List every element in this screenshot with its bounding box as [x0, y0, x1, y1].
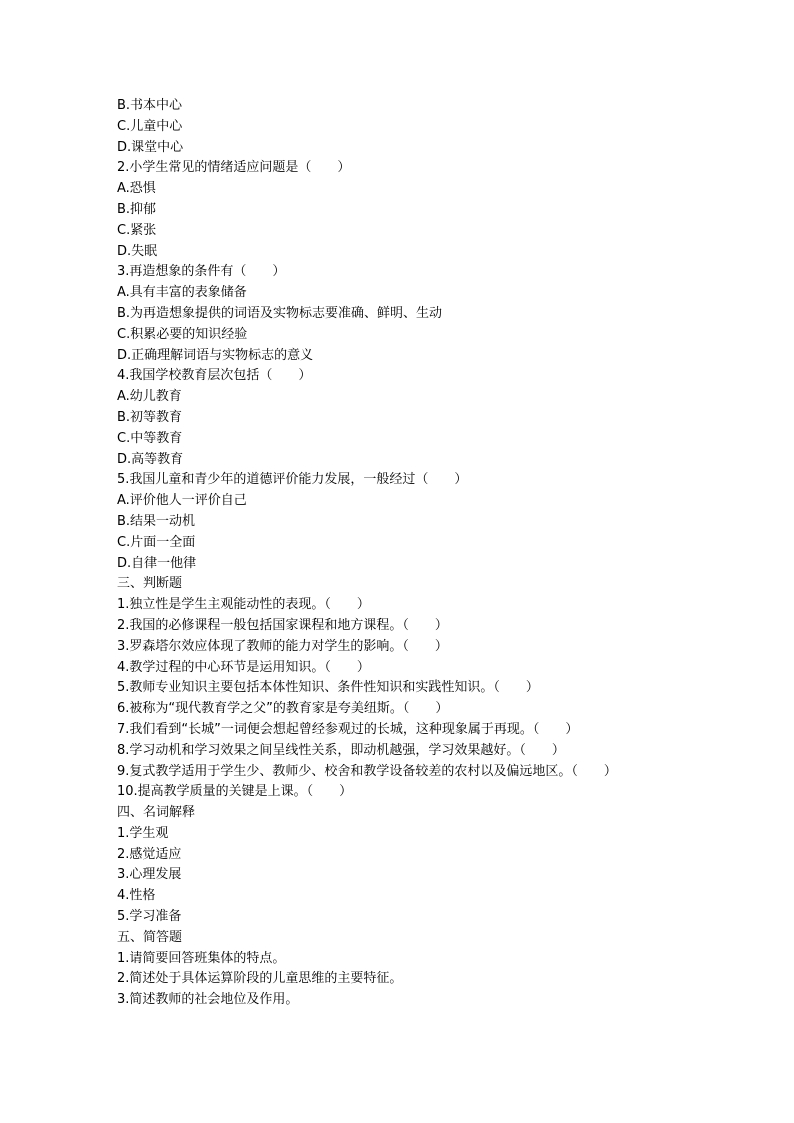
option-d: D.失眠 — [117, 243, 158, 259]
option-c: C.片面一全面 — [117, 534, 196, 550]
term-item-5: 5.学习准备 — [117, 909, 182, 925]
option-a: A.评价他人一评价自己 — [117, 493, 247, 509]
term-item-1: 1.学生观 — [117, 825, 169, 841]
section-heading-judgment: 三、判断题 — [117, 576, 183, 592]
option-c: C.儿童中心 — [117, 118, 183, 134]
option-c: C.紧张 — [117, 222, 157, 238]
option-d: D.课堂中心 — [117, 139, 184, 155]
option-d: D.自律一他律 — [117, 555, 197, 571]
option-d: D.正确理解词语与实物标志的意义 — [117, 347, 314, 363]
option-c: C.积累必要的知识经验 — [117, 326, 248, 342]
option-d: D.高等教育 — [117, 451, 184, 467]
question-3: 3.再造想象的条件有（ ） — [117, 264, 286, 280]
option-a: A.恐惧 — [117, 181, 156, 197]
question-2: 2.小学生常见的情绪适应问题是（ ） — [117, 160, 351, 176]
section-heading-short-answer: 五、简答题 — [117, 929, 183, 945]
judgment-item-5: 5.教师专业知识主要包括本体性知识、条件性知识和实践性知识。（ ） — [117, 680, 539, 696]
question-5: 5.我国儿童和青少年的道德评价能力发展，一般经过（ ） — [117, 472, 468, 488]
short-answer-item-2: 2.简述处于具体运算阶段的儿童思维的主要特征。 — [117, 971, 403, 987]
judgment-item-1: 1.独立性是学生主观能动性的表现。（ ） — [117, 597, 370, 613]
judgment-item-4: 4.教学过程的中心环节是运用知识。（ ） — [117, 659, 370, 675]
option-b: B.初等教育 — [117, 409, 183, 425]
option-c: C.中等教育 — [117, 430, 183, 446]
section-heading-terms: 四、名词解释 — [117, 805, 196, 821]
judgment-item-8: 8.学习动机和学习效果之间呈线性关系，即动机越强，学习效果越好。（ ） — [117, 742, 565, 758]
term-item-4: 4.性格 — [117, 888, 156, 904]
option-a: A.具有丰富的表象储备 — [117, 285, 247, 301]
term-item-3: 3.心理发展 — [117, 867, 182, 883]
option-a: A.幼儿教育 — [117, 389, 182, 405]
term-item-2: 2.感觉适应 — [117, 846, 182, 862]
judgment-item-10: 10.提高教学质量的关键是上课。（ ） — [117, 784, 353, 800]
short-answer-item-3: 3.简述教师的社会地位及作用。 — [117, 992, 299, 1008]
judgment-item-6: 6.被称为“现代教育学之父”的教育家是夸美纽斯。（ ） — [117, 701, 449, 717]
option-b: B.书本中心 — [117, 98, 183, 113]
option-b: B.为再造想象提供的词语及实物标志要准确、鲜明、生动 — [117, 305, 443, 321]
judgment-item-7: 7.我们看到“长城”一词便会想起曾经参观过的长城，这种现象属于再现。（ ） — [117, 721, 579, 737]
judgment-item-9: 9.复式教学适用于学生少、教师少、校舍和教学设备较差的农村以及偏远地区。（ ） — [117, 763, 617, 779]
option-b: B.结果一动机 — [117, 513, 196, 529]
short-answer-item-1: 1.请简要回答班集体的特点。 — [117, 950, 286, 966]
judgment-item-3: 3.罗森塔尔效应体现了教师的能力对学生的影响。（ ） — [117, 638, 448, 654]
question-4: 4.我国学校教育层次包括（ ） — [117, 368, 312, 384]
option-b: B.抑郁 — [117, 201, 157, 217]
judgment-item-2: 2.我国的必修课程一般包括国家课程和地方课程。（ ） — [117, 617, 448, 633]
document-body — [117, 96, 737, 1011]
